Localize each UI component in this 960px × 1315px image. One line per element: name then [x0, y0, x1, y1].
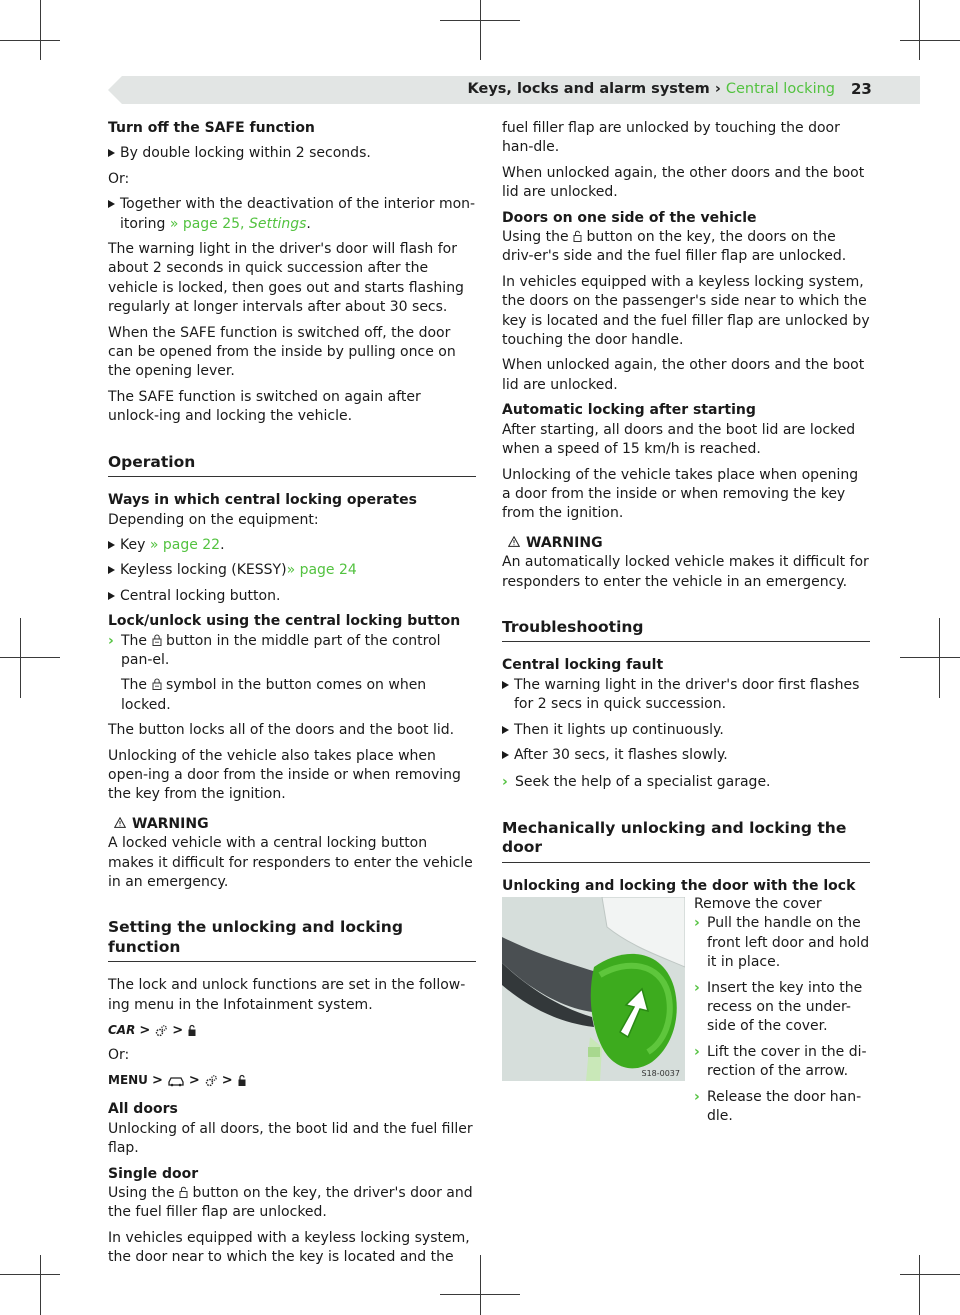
- all-doors-block: All doors Unlocking of all doors, the boot lid and the fuel filler flap.: [108, 1101, 473, 1157]
- safe-heading: Turn off the SAFE function: [108, 120, 315, 136]
- ways-heading: Ways in which central locking operates: [108, 492, 417, 509]
- lock-heading: Lock/unlock using the central locking button: [108, 613, 461, 630]
- paragraph: In vehicles equipped with a keyless locking system, the door near to which the key is located and the: [108, 1229, 470, 1266]
- list-item: By double locking within 2 seconds.: [108, 144, 476, 163]
- step-arrow-icon: ›: [108, 632, 114, 649]
- step-arrow-icon: ›: [694, 915, 700, 932]
- gear-icon: [154, 1024, 168, 1038]
- page-number: 23: [851, 80, 872, 98]
- subheading-block: [108, 491, 476, 530]
- list-item: Keyless locking (KESSY)» page 24: [108, 561, 476, 580]
- mech-heading: Unlocking and locking the door with the lock: [502, 877, 856, 894]
- lock-settings-icon: [237, 1074, 247, 1087]
- page-link[interactable]: » page 22: [149, 536, 221, 553]
- lock-settings-icon: [187, 1024, 197, 1037]
- auto-block: Automatic locking after starting After starting, all doors and the boot lid are locked when a speed of 15 km/h is reached.: [502, 402, 856, 458]
- breadcrumb-section: Keys, locks and alarm system: [467, 81, 710, 97]
- section-title-setting: Setting the unlocking and locking function: [108, 918, 476, 962]
- padlock-icon: [152, 634, 162, 646]
- ways-intro: Depending on the equipment:: [108, 511, 319, 528]
- car-button-label: CAR: [108, 1022, 136, 1037]
- warning-block: WARNING A locked vehicle with a central locking button makes it difficult for responders to enter the vehicle in an emergency.: [108, 815, 473, 890]
- step-item: › The button in the middle part of the control pan-el.: [108, 632, 441, 668]
- warning-triangle-icon: [114, 817, 126, 828]
- paragraph: The lock and unlock functions are set in the follow-ing menu in the Infotainment system.: [108, 977, 466, 1013]
- step-item: › Lift the cover in the di-rection of the arrow.: [694, 1043, 867, 1080]
- list-item: Central locking button.: [108, 587, 476, 606]
- paragraph: In vehicles equipped with a keyless locking system, the doors on the passenger's side near to which the key is located and the fuel filler flap are unlocked by touching the door handle.: [502, 273, 870, 349]
- breadcrumb-separator: ›: [714, 81, 721, 97]
- paragraph: When the SAFE function is switched off, the door can be opened from the inside by pulling once on the opening lever.: [108, 324, 456, 380]
- warning-triangle-icon: [508, 536, 520, 547]
- paragraph: Unlocking of the vehicle takes place when opening a door from the inside or when removing the key from the ignition.: [502, 466, 859, 522]
- breadcrumb-subsection: Central locking: [725, 81, 835, 97]
- cover-title: Remove the cover: [694, 896, 822, 912]
- step-arrow-icon: ›: [694, 1088, 700, 1105]
- paragraph: The warning light in the driver's door will flash for about 2 seconds in quick succession after the vehicle is locked, then goes out and starts flashing regularly at longer intervals after about 30 secs.: [108, 241, 464, 316]
- warning-text: An automatically locked vehicle makes it difficult for responders to enter the vehicle in an emergency.: [502, 554, 869, 590]
- paragraph: Unlocking of the vehicle also takes place when open-ing a door from the inside or when removing the key from the ignition.: [108, 747, 461, 803]
- section-title-troubleshooting: Troubleshooting: [502, 618, 870, 642]
- step-item: › Insert the key into the recess on the under-side of the cover.: [694, 979, 863, 1035]
- menu-button-label: MENU: [108, 1073, 148, 1088]
- step-item: › Release the door han-dle.: [694, 1088, 862, 1125]
- step-item: › Seek the help of a specialist garage.: [502, 773, 870, 792]
- unlock-key-icon: [573, 230, 582, 242]
- door-handle-illustration: [502, 897, 685, 1081]
- left-column: [108, 119, 476, 1274]
- step-arrow-icon: ›: [694, 1043, 700, 1060]
- paragraph: When unlocked again, the other doors and the boot lid are unlocked.: [502, 357, 865, 393]
- list-item: Together with the deactivation of the interior mon-itoring » page 25, Settings.: [108, 195, 476, 234]
- section-title-operation: Operation: [108, 453, 476, 477]
- step-arrow-icon: ›: [694, 979, 700, 996]
- paragraph: fuel filler flap are unlocked by touching the door han-dle.: [502, 120, 840, 156]
- car-icon: [167, 1075, 185, 1087]
- or-text: Or:: [108, 170, 130, 187]
- right-column: [502, 119, 870, 921]
- list-item: Key » page 22.: [108, 536, 476, 555]
- list-item: The warning light in the driver's door first flashes for 2 secs in quick succession.: [502, 676, 870, 715]
- single-door-block: Single door Using the button on the key, the driver's door and the fuel filler flap are unlocked.: [108, 1165, 473, 1221]
- menu-path-menu: MENU > > >: [108, 1071, 476, 1090]
- page-link[interactable]: » page 24: [286, 562, 357, 579]
- or-text: Or:: [108, 1047, 130, 1064]
- paragraph: The SAFE function is switched on again after unlock-ing and locking the vehicle.: [108, 388, 421, 425]
- paragraph: The button locks all of the doors and the boot lid.: [108, 722, 455, 739]
- paragraph: When unlocked again, the other doors and the boot lid are unlocked.: [502, 164, 865, 201]
- section-title-mechanical: Mechanically unlocking and locking the door: [502, 819, 870, 863]
- figure-code: S18-0037: [641, 1069, 680, 1078]
- figure-instructions: [694, 895, 872, 1132]
- unlock-key-icon: [179, 1186, 188, 1198]
- menu-path-car: CAR > >: [108, 1021, 476, 1040]
- list-item: Then it lights up continuously.: [502, 721, 870, 740]
- step-item: › Pull the handle on the front left door and hold it in place.: [694, 915, 870, 971]
- padlock-icon: [152, 678, 162, 690]
- gear-icon: [204, 1074, 218, 1088]
- door-handle-drawing: [502, 897, 685, 1081]
- page-link[interactable]: » page 25, Settings: [169, 215, 307, 232]
- warning-block: WARNING An automatically locked vehicle makes it difficult for responders to enter the vehicle in an emergency.: [502, 534, 869, 590]
- list-item: After 30 secs, it flashes slowly.: [502, 746, 870, 765]
- fault-heading: Central locking fault: [502, 657, 664, 674]
- one-side-block: Doors on one side of the vehicle Using the button on the key, the doors on the driv-er's side and the fuel filler flap are unlocked.: [502, 209, 847, 265]
- step-arrow-icon: ›: [502, 774, 508, 791]
- warning-text: A locked vehicle with a central locking button makes it difficult for responders to enter the vehicle in an emergency.: [108, 835, 473, 890]
- paragraph: The symbol in the button comes on when locked.: [121, 677, 427, 713]
- breadcrumb: [468, 81, 836, 97]
